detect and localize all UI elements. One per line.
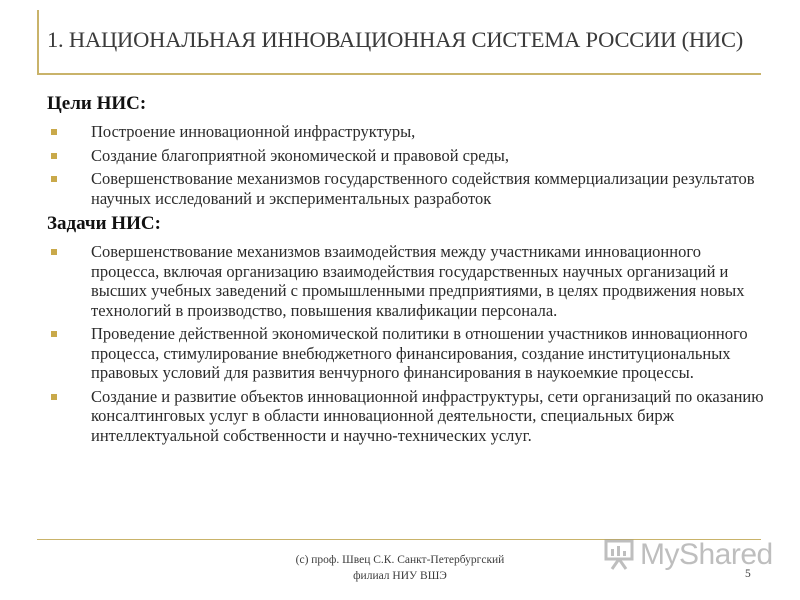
list-item xyxy=(47,242,767,320)
list-item-text: Совершенствование механизмов взаимодействия между участниками инновационного процесса, включая организацию взаимодействия государственных научных организаций и высших учебных заведений с промышленными предприятиями, в целях продвижения новых технологий в производство, повышения квалификации персонала. xyxy=(91,242,745,320)
square-bullet-icon xyxy=(51,176,57,182)
slide-body xyxy=(47,92,767,449)
list-item xyxy=(47,169,767,208)
square-bullet-icon xyxy=(51,331,57,337)
footer-author-line-1: (c) проф. Швец С.К. Санкт-Петербургский xyxy=(295,554,505,566)
square-bullet-icon xyxy=(51,129,57,135)
tasks-list xyxy=(47,242,767,445)
footer-author xyxy=(260,552,540,584)
list-item xyxy=(47,146,767,166)
list-item xyxy=(47,324,767,383)
presentation-board-icon xyxy=(604,539,634,571)
list-item-text: Построение инновационной инфраструктуры, xyxy=(91,122,416,141)
footer-author-line-2: филиал НИУ ВШЭ xyxy=(353,570,447,582)
goals-list xyxy=(47,122,767,208)
title-underline-rule xyxy=(37,73,761,75)
watermark-logo xyxy=(604,538,773,572)
list-item xyxy=(47,122,767,142)
list-item-text: Проведение действенной экономической политики в отношении участников инновационного процесса, стимулирование внебюджетного финансирования, создание институциональных правовых условий для развития венчурного финансирования в наукоемкие процессы. xyxy=(91,324,748,382)
list-item xyxy=(47,387,767,446)
title-left-rule xyxy=(37,10,39,74)
goals-heading: Цели НИС: xyxy=(47,93,147,114)
square-bullet-icon xyxy=(51,153,57,159)
square-bullet-icon xyxy=(51,394,57,400)
page-number: 5 xyxy=(745,568,751,580)
list-item-text: Создание и развитие объектов инновационной инфраструктуры, сети организаций по оказанию консалтинговых услуг в области инновационной деятельности, специальных бирж интеллектуальной собственности и научно-технических услуг. xyxy=(91,386,764,445)
square-bullet-icon xyxy=(51,249,57,255)
list-item-text: Создание благоприятной экономической и правовой среды, xyxy=(91,145,509,165)
watermark-text: MyShared xyxy=(640,538,773,571)
list-item-text: Совершенствование механизмов государственного содействия коммерциализации результатов научных исследований и экспериментальных разработок xyxy=(91,169,755,208)
tasks-heading: Задачи НИС: xyxy=(47,213,161,234)
slide-title: 1. НАЦИОНАЛЬНАЯ ИННОВАЦИОННАЯ СИСТЕМА РОССИИ (НИС) xyxy=(47,27,744,52)
